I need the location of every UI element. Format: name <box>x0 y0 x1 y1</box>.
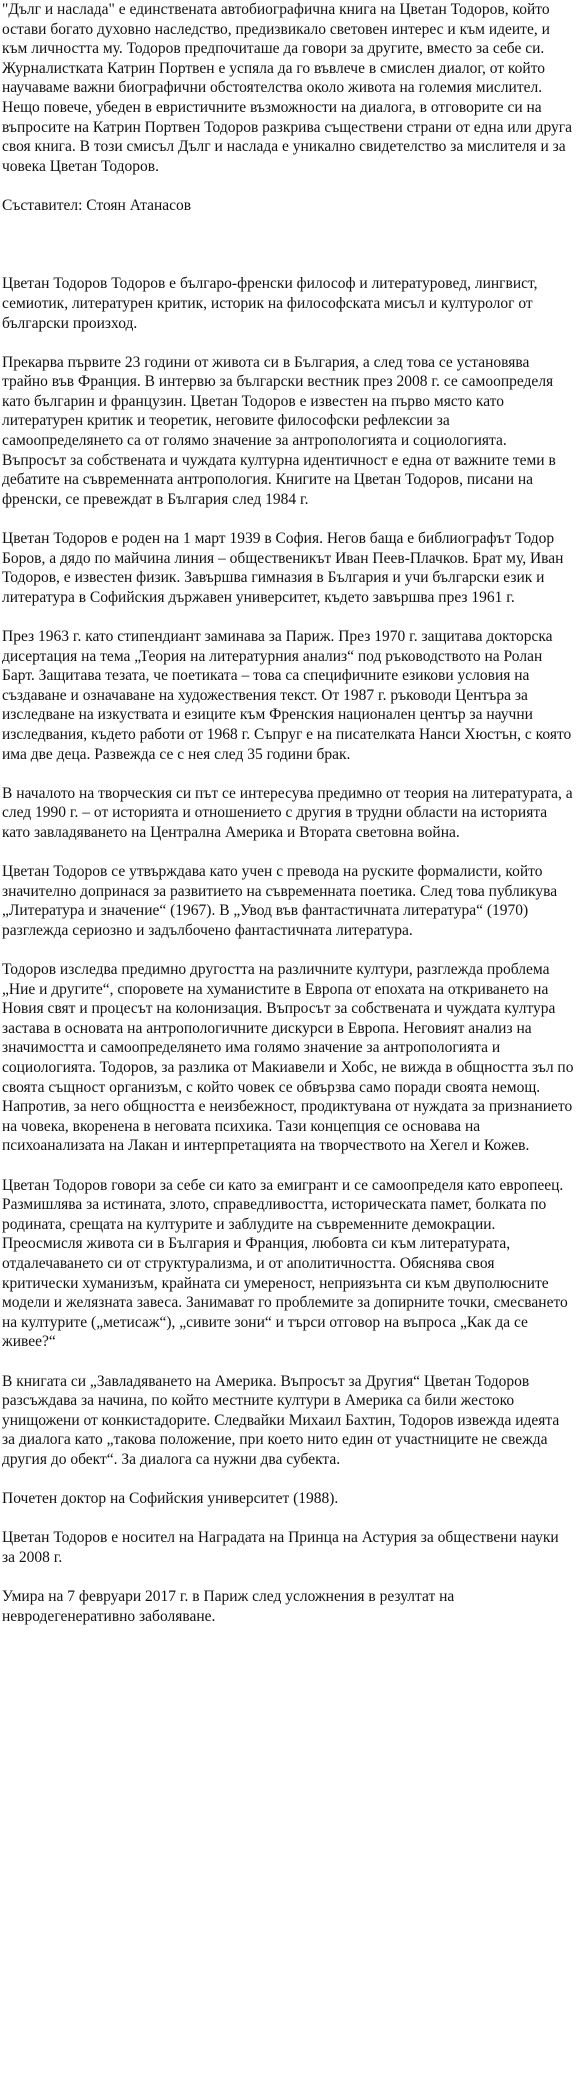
bio-paragraph: Почетен доктор на Софийския университет (1988). <box>2 1490 339 1508</box>
bio-paragraph: В началото на творческия си път се интересува предимно от теория на литературата, а след 1990 г. – от историята и отношението с другия в трудни области на историята като завладяването на Централна Америка и Втората световна война. <box>2 784 573 841</box>
bio-paragraph: Тодоров изследва предимно другостта на различните култури, разглежда проблема „Ние и другите“, споровете на хуманистите в Европа от епохата на откриването на Новия свят и процесът на колонизация. Въпросът за собствената и чуждата култура застава в основата на антропологичните дискурси в Европа. Неговият анализ на значимостта и самоопределянето има голямо значение за антропологията и социологията. Тодоров, за разлика от Макиавели и Хобс, не вижда в общността зъл по своята същност организъм, с който човек се обвързва само поради своята немощ. Напротив, за него общността е неизбежност, продиктувана от нуждата за признанието на човека, вкоренена в неговата психика. Тази концепция се основава на психоанализата на Лакан и интерпретацията на творчеството на Хегел и Кожев. <box>2 961 574 1155</box>
intro-paragraph: "Дълг и наслада" е единствената автобиографична книга на Цветан Тодоров, който остави богато духовно наследство, предизвикало световен интерес и към идеите, и към личността му. Тодоров предпочиташе да говори за другите, вместо за себе си. Журналистката Катрин Портвен е успяла да го въвлече в смислен диалог, от който научаваме важни биографични обстоятелства около живота на големия мислител. Нещо повече, убеден в евристичните възможности на диалога, в отговорите си на въпросите на Катрин Портвен Тодоров разкрива съществени страни от една или друга своя книга. В този смисъл Дълг и наслада е уникално свидетелство за мислителя и за човека Цветан Тодоров. <box>2 1 573 175</box>
bio-paragraph: През 1963 г. като стипендиант заминава за Париж. През 1970 г. защитава докторска дисертация на тема „Теория на литературния анализ“ под ръководството на Ролан Барт. Защитава тезата, че поетиката – това са специфичните езикови условия на създаване и означаване на художествения текст. От 1987 г. ръководи Центъра за изследване на изкуствата и езиците към Френския национален център за научни изследвания, където работи от 1968 г. Съпруг е на писателката Нанси Хюстън, с която има две деца. Развежда се с нея след 35 години брак. <box>2 628 572 763</box>
compiler-credit: Съставител: Стоян Атанасов <box>2 196 192 214</box>
bio-paragraph: Цветан Тодоров говори за себе си като за емигрант и се самоопределя като европеец. Размишлява за истината, злото, справедливостта, историческата памет, болката по родината, срещата на културите и заблудите на съвременните демокрации. Преосмисля живота си в България и Франция, любовта си към литературата, отдалечаването си от структурализма, и от аполитичността. Обяснява своя критически хуманизъм, крайната си умереност, неприязънта си към двуполюсните модели и желязната завеса. Занимават го проблемите за допирните точки, смесването на културите („метисаж“), „сивите зони“ и търси отговор на въпроса „Как да се живее?“ <box>2 1176 568 1351</box>
bio-paragraph: В книгата си „Завладяването на Америка. Въпросът за Другия“ Цветан Тодоров разсъждава за начина, по който местните култури в Америка са били жестоко унищожени от конкистадорите. Следвайки Михаил Бахтин, Тодоров извежда идеята за диалога като „такова положение, при което нито един от участниците не свежда другия до обект“. За диалога са нужни два субекта. <box>2 1372 560 1468</box>
bio-paragraph: Цветан Тодоров е носител на Наградата на Принца на Астурия за обществени науки за 2008 г. <box>2 1529 559 1566</box>
bio-paragraph: Цветан Тодоров Тодоров е българо-френски философ и литературовед, лингвист, семиотик, литературен критик, историк на философската мисъл и културолог от български произход. <box>2 275 538 332</box>
bio-paragraph: Умира на 7 февруари 2017 г. в Париж след усложнения в резултат на невродегенеративно заболяване. <box>2 1588 455 1625</box>
bio-paragraph: Прекарва първите 23 години от живота си в България, а след това се установява трайно във Франция. В интервю за български вестник през 2008 г. се самоопределя като българин и французин. Цветан Тодоров е известен на първо място като литературен критик и теоретик, неговите философски рефлексии за самоопределянето са от голямо значение за антропологията и социологията. Въпросът за собствената и чуждата културна идентичност е една от важните теми в дебатите на съвременната антропология. Книгите на Цветан Тодоров, писани на френски, се превеждат в България след 1984 г. <box>2 353 556 508</box>
bio-paragraph: Цветан Тодоров се утвърждава като учен с превода на руските формалисти, който значително допринася за развитието на съвременната поетика. След това публикува „Литература и значение“ (1967). В „Увод във фантастичната литература“ (1970) разглежда сериозно и задълбочено фантастичната литература. <box>2 863 558 939</box>
bio-paragraph: Цветан Тодоров е роден на 1 март 1939 в София. Негов баща е библиографът Тодор Боров, а дядо по майчина линия – общественикът Иван Пеев-Плачков. Брат му, Иван Тодоров, е известен физик. Завършва гимназия в България и учи български език и литература в Софийския държавен университет, където завършва през 1961 г. <box>2 530 564 606</box>
